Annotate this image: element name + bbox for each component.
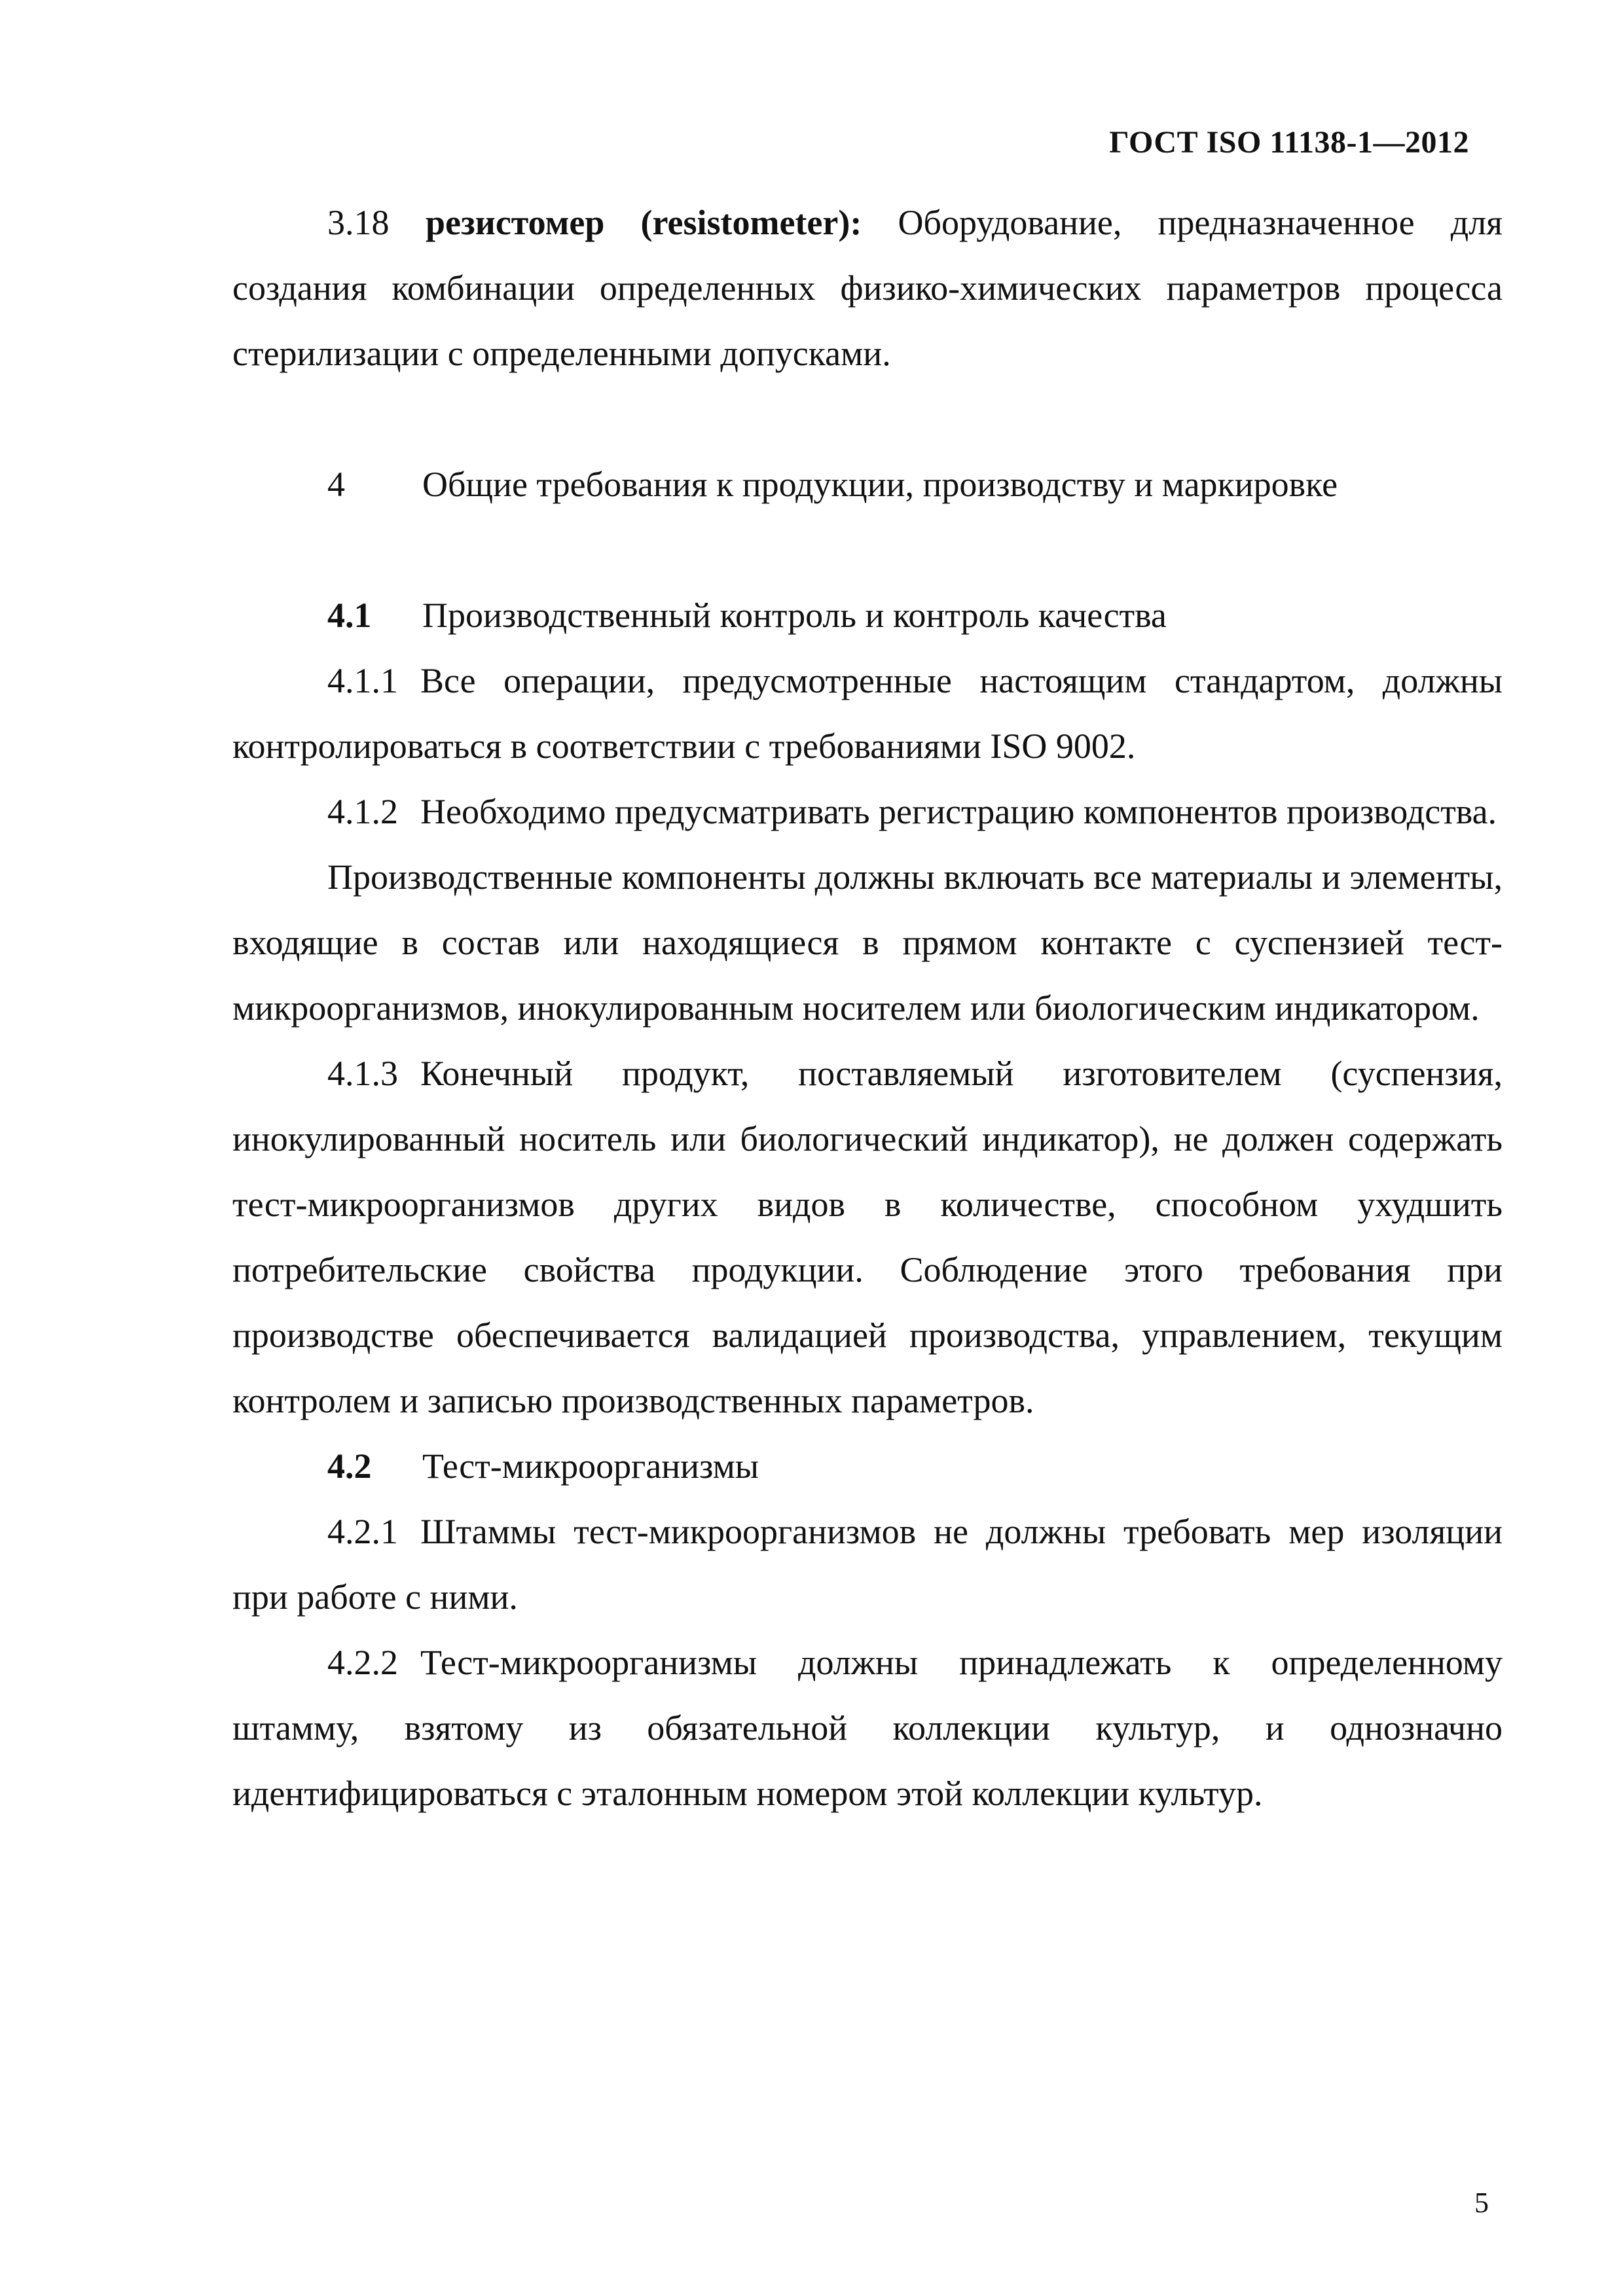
clause-4-1-2-paragraph-2: Производственные компоненты должны включать все материалы и элементы, входящие в состав или находящиеся в прямом контакте с суспензией тест-микроорганизмов, инокулированным носителем или биологическим индикатором. <box>232 857 1503 1028</box>
clause-text: Оборудование, предназначенное для создания комбинации определенных физико-химических параметров процесса стерилизации с определенными допусками. <box>232 203 1503 373</box>
section-title: Производственный контроль и контроль качества <box>422 596 1167 635</box>
section-number: 4 <box>327 465 345 504</box>
clause-text: Штаммы тест-микроорганизмов не должны требовать мер изоляции при работе с ними. <box>232 1512 1503 1617</box>
clause-3-18 <box>232 190 1503 386</box>
spacer <box>232 517 1503 583</box>
section-number: 4.2 <box>327 1446 372 1486</box>
clause-number: 4.1.2 <box>327 792 398 831</box>
section-4-1-heading <box>232 583 1503 648</box>
clause-text: Тест-микроорганизмы должны принадлежать к определенному штамму, взятому из обязательной коллекции культур, и однозначно идентифицироваться с эталонным номером этой коллекции культур. <box>232 1643 1503 1813</box>
section-number: 4.1 <box>327 596 372 635</box>
clause-4-2-1 <box>232 1499 1503 1630</box>
document-body <box>232 190 1503 1826</box>
term: резистомер (resistometer): <box>426 203 862 242</box>
document-header: ГОСТ ISO 11138-1—2012 <box>1109 125 1469 160</box>
section-4-2-heading <box>232 1433 1503 1499</box>
clause-number: 4.2.2 <box>327 1643 398 1682</box>
section-4-heading <box>232 452 1503 517</box>
clause-4-1-1 <box>232 648 1503 779</box>
clause-number: 3.18 <box>327 203 390 242</box>
spacer <box>232 386 1503 452</box>
page-number: 5 <box>1474 2187 1489 2219</box>
clause-4-2-2 <box>232 1630 1503 1826</box>
clause-text: Необходимо предусматривать регистрацию компонентов производства. <box>420 792 1497 831</box>
clause-text: Все операции, предусмотренные настоящим стандартом, должны контролироваться в соответствии с требованиями ISO 9002. <box>232 661 1503 766</box>
section-title: Тест-микроорганизмы <box>422 1446 759 1486</box>
section-title: Общие требования к продукции, производству и маркировке <box>422 465 1338 504</box>
clause-number: 4.1.1 <box>327 661 398 700</box>
clause-number: 4.1.3 <box>327 1054 398 1093</box>
clause-number: 4.2.1 <box>327 1512 398 1551</box>
clause-4-1-3 <box>232 1041 1503 1433</box>
clause-text: Конечный продукт, поставляемый изготовителем (суспензия, инокулированный носитель или биологический индикатор), не должен содержать тест-микроорганизмов других видов в количестве, способном ухудшить потребительские свойства продукции. Соблюдение этого требования при производстве обеспечивается валидацией производства, управлением, текущим контролем и записью производственных параметров. <box>232 1054 1503 1420</box>
clause-4-1-2 <box>232 779 1503 844</box>
